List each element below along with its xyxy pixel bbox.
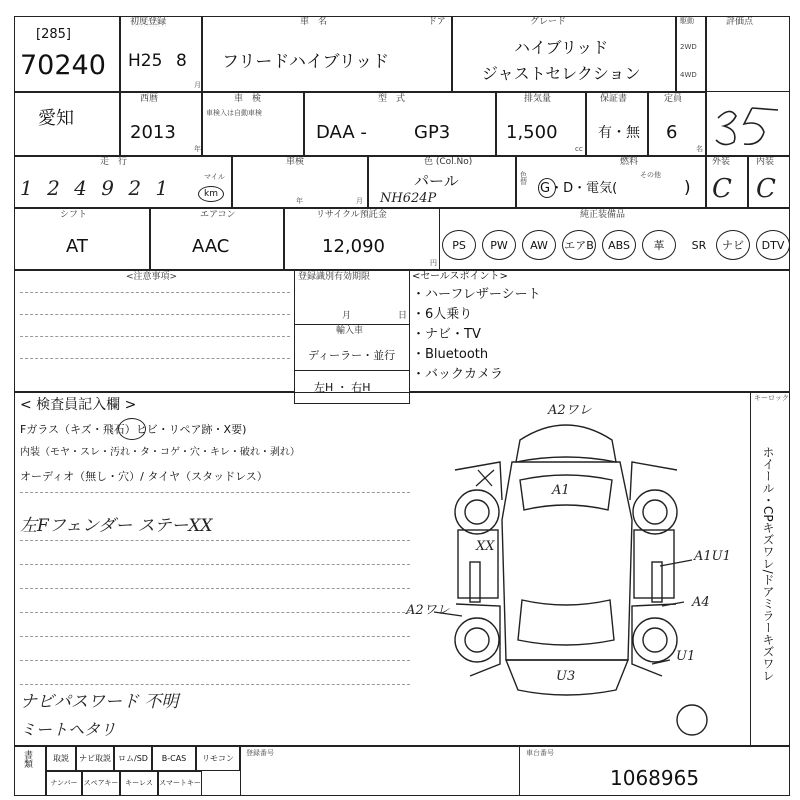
interior-label: 内装 (756, 157, 775, 167)
aircon-label: エアコン (200, 210, 236, 220)
damage-mark: A2ワレ (406, 603, 450, 618)
inspection-note: 車検入は自動車検 (206, 109, 262, 117)
inspection-label: 車 検 (234, 94, 262, 104)
chassis-number: 1068965 (610, 766, 700, 790)
exterior-grade: C (712, 174, 732, 204)
option-8: ナビ (716, 230, 750, 260)
interior-grade: C (756, 174, 776, 204)
caution-label: <注意事項> (126, 272, 178, 282)
aircon: AAC (192, 236, 230, 257)
sales-point: ・6人乗り (412, 307, 473, 322)
mile-unit: マイル (204, 173, 225, 181)
shaken-year-suffix: 年 (296, 197, 303, 205)
mileage-label: 走 行 (100, 157, 128, 167)
drive-label: 駆動 (680, 17, 694, 25)
option-3: AW (522, 230, 556, 260)
inspector-line3: オーディオ（無し・穴）/ タイヤ（スタッドレス） (20, 470, 268, 483)
steering: 左H ・ 右H (314, 381, 371, 394)
sales-point: ・Bluetooth (412, 347, 489, 362)
color-label: 色 (Col.No) (424, 157, 473, 167)
shaken-label: 車検 (286, 157, 305, 167)
fuel-close: ) (684, 178, 691, 198)
displacement-label: 排気量 (524, 94, 552, 104)
first-reg-label: 初度登録 (130, 17, 167, 27)
sheet-code: [285] (36, 27, 71, 42)
shift: AT (66, 236, 88, 257)
option-6: 革 (642, 230, 676, 260)
damage-mark: A4 (692, 595, 710, 610)
door-label: ドア (428, 17, 446, 27)
damage-mark: A1 (552, 483, 570, 498)
color-code: NH624P (380, 191, 437, 206)
reg-number-label: 登録番号 (246, 749, 274, 757)
reg-expiry-label: 登録識別有効期限 (298, 272, 371, 282)
type-label: 型 式 (378, 94, 406, 104)
recycle: 12,090 (322, 236, 385, 257)
handwritten-note-2: ナビパスワード 不明 (20, 692, 179, 712)
doc-item: ナンバー (46, 771, 82, 796)
fuel-label: 燃料 (620, 157, 639, 167)
doc-label: 書類 (22, 750, 32, 768)
import-label: 輸入車 (336, 326, 364, 336)
color-change-label: 色替 (520, 171, 527, 186)
displacement: 1,500 (506, 122, 558, 143)
doc-item: スペアキー (82, 771, 120, 796)
reg-number-cell (240, 746, 520, 796)
model-name: フリードハイブリッド (222, 52, 390, 72)
recycle-unit: 円 (430, 259, 437, 267)
doc-item: ロム/SD (114, 746, 152, 771)
handwritten-note-3: ミートヘタリ (20, 720, 117, 739)
inspector-line1: Fガラス（キズ・飛石）ヒビ・リペア跡・X要) (20, 423, 247, 436)
drive-2wd: 2WD (680, 43, 697, 51)
reg-month: 8 (176, 51, 187, 71)
sales-point: ・ハーフレザーシート (412, 287, 541, 302)
grade-line1: ハイブリッド (514, 38, 609, 57)
year-label: 西暦 (140, 94, 159, 104)
recycle-label: リサイクル預託金 (316, 210, 387, 220)
year: 2013 (130, 122, 176, 143)
option-7: SR (691, 238, 707, 252)
exterior-label: 外装 (712, 157, 731, 167)
option-2: PW (482, 230, 516, 260)
mileage: 1 2 4 9 2 1 (20, 176, 173, 200)
capacity-unit: 名 (696, 145, 703, 153)
damage-mark: XX (476, 539, 495, 554)
side-text: ホイール・CPキズワレ/ドアミラーキズワレ (761, 446, 775, 682)
inspector-title: < 検査員記入欄 > (20, 397, 137, 413)
model-code: GP3 (414, 122, 451, 143)
fuel-other: その他 (640, 171, 661, 179)
option-4: エアB (562, 230, 596, 260)
doc-item: ナビ取説 (76, 746, 114, 771)
color: パール (414, 172, 459, 190)
damage-mark: A1U1 (694, 549, 731, 564)
drive-4wd: 4WD (680, 71, 697, 79)
era: H25 (128, 51, 163, 71)
fuel-options: G・D・電気( (540, 181, 618, 196)
displacement-unit: cc (575, 145, 583, 153)
warranty-label: 保証書 (600, 94, 628, 104)
shaken-month-suffix: 月 (356, 197, 363, 205)
shift-label: シフト (60, 210, 88, 220)
capacity: 6 (666, 122, 678, 143)
grade-line2: ジャストセレクション (482, 64, 641, 83)
doc-item: リモコン (196, 746, 240, 771)
doc-item: 取説 (46, 746, 76, 771)
doc-item: スマートキー (158, 771, 202, 796)
equipment-label: 純正装備品 (580, 210, 626, 220)
capacity-label: 定員 (664, 94, 683, 104)
car-name-label: 車 名 (300, 17, 328, 27)
handwritten-note-1: 左Fフェンダー ステーXX (20, 516, 213, 536)
keylock-label: キーロック (754, 394, 789, 402)
reg-month-label: 月 (342, 311, 352, 321)
damage-mark: U1 (676, 649, 696, 664)
warranty: 有・無 (598, 125, 640, 141)
option-5: ABS (602, 230, 636, 260)
lot-number: 70240 (20, 50, 106, 81)
reg-day-label: 日 (398, 311, 408, 321)
grade-label: グレード (530, 17, 567, 27)
km-unit: km (198, 186, 224, 202)
region: 愛知 (38, 108, 74, 129)
sales-point: ・ナビ・TV (412, 327, 481, 342)
inspector-line2: 内装（モヤ・スレ・汚れ・タ・コゲ・穴・キレ・破れ・剥れ） (20, 447, 300, 458)
chassis-label: 車台番号 (526, 749, 554, 757)
doc-item: B-CAS (152, 746, 196, 771)
model-code-prefix: DAA - (316, 122, 367, 143)
damage-mark: U3 (556, 669, 576, 684)
sales-point: ・バックカメラ (412, 367, 504, 382)
option-1: PS (442, 230, 476, 260)
option-9: DTV (756, 230, 790, 260)
month-suffix: 月 (194, 81, 201, 89)
year-suffix: 年 (194, 145, 201, 153)
score-label: 評価点 (726, 17, 754, 27)
doc-item: キーレス (120, 771, 158, 796)
damage-mark: A2ワレ (548, 403, 592, 418)
dealer: ディーラー・並行 (308, 349, 396, 362)
sales-label: <セールスポイント> (412, 271, 508, 282)
